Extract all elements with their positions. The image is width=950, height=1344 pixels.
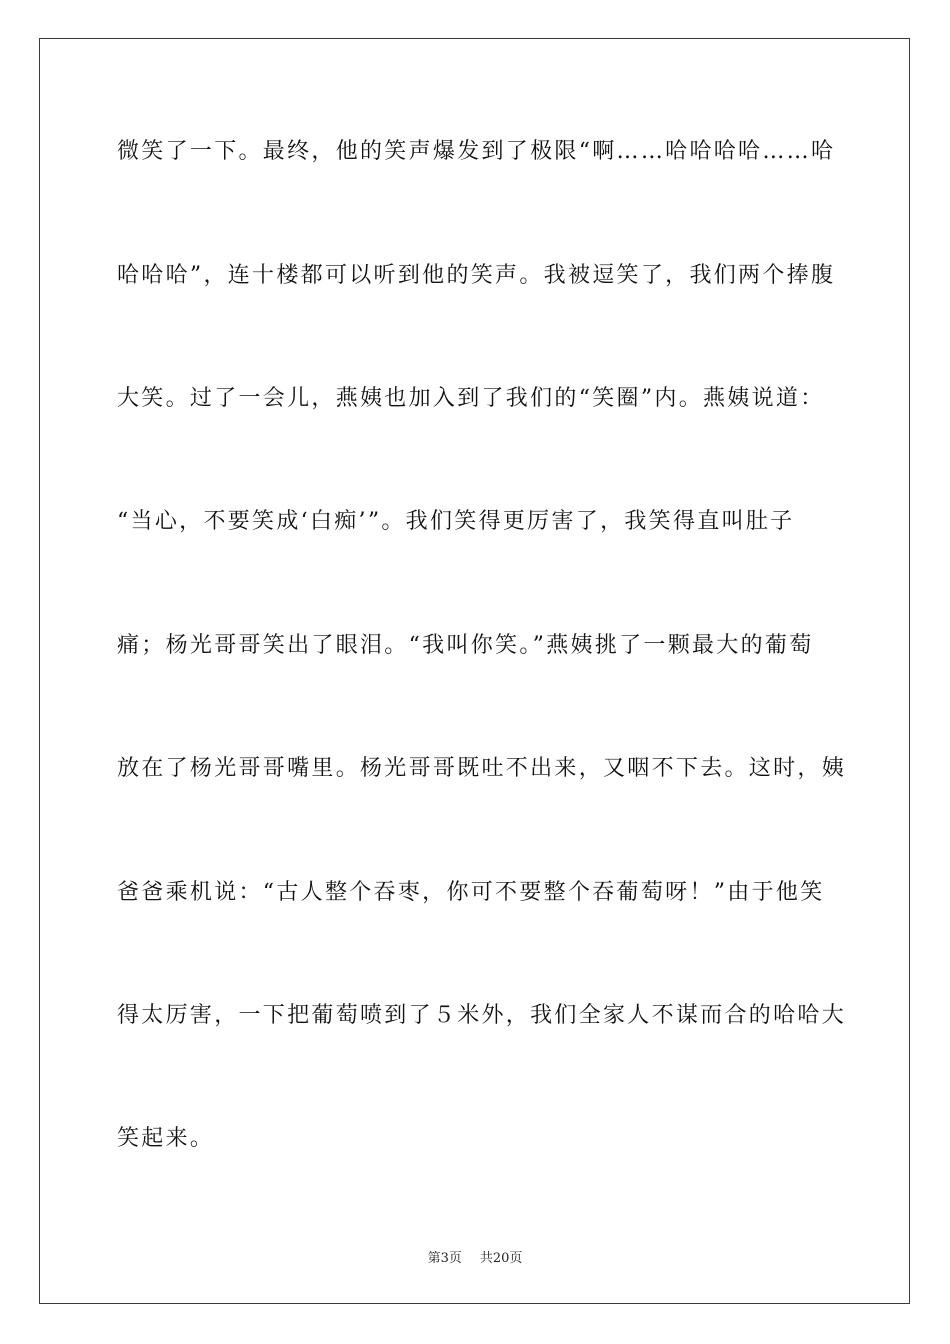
text-line: 笑起来。 xyxy=(117,1126,215,1151)
text-line: 得太厉害，一下把葡萄喷到了５米外，我们全家人不谋而合的哈哈大 xyxy=(117,1003,847,1028)
text-line: 放在了杨光哥哥嘴里。杨光哥哥既吐不出来，又咽不下去。这时，姨 xyxy=(117,756,847,781)
page-total: 共20页 xyxy=(479,1251,523,1266)
text-line: 微笑了一下。最终，他的笑声爆发到了极限“啊……哈哈哈哈……哈 xyxy=(117,139,836,164)
text-line: 痛；杨光哥哥笑出了眼泪。“我叫你笑。”燕姨挑了一颗最大的葡萄 xyxy=(117,633,814,658)
page-number: 第3页 xyxy=(427,1251,462,1266)
text-line: “当心，不要笑成‘白痴’”。我们笑得更厉害了，我笑得直叫肚子 xyxy=(117,509,795,534)
page-frame xyxy=(39,38,910,1304)
text-line: 大笑。过了一会儿，燕姨也加入到了我们的“笑圈”内。燕姨说道： xyxy=(117,386,825,411)
page-footer xyxy=(0,1247,950,1266)
text-line: 爸爸乘机说：“古人整个吞枣，你可不要整个吞葡萄呀！”由于他笑 xyxy=(117,880,825,905)
text-line: 哈哈哈”，连十楼都可以听到他的笑声。我被逗笑了，我们两个捧腹 xyxy=(117,263,836,288)
